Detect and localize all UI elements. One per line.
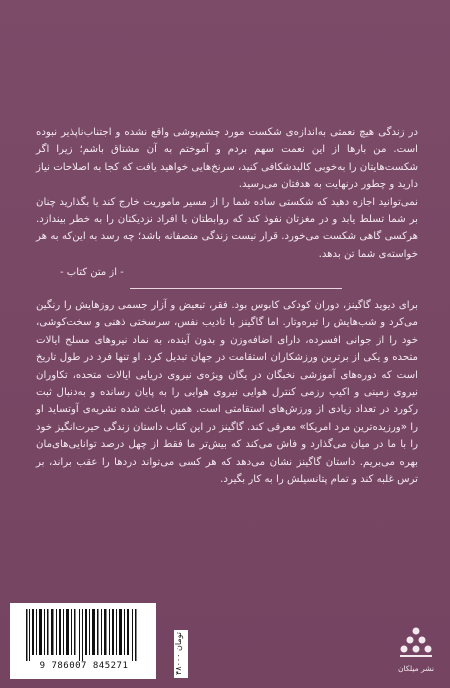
barcode-bars (26, 609, 138, 661)
publisher-name: نشر میلکان (398, 664, 434, 673)
price-label: ۴۸۰۰۰ تومان (174, 630, 188, 678)
quote-paragraph-1: در زندگی هیچ نعمتی به‌اندازه‌ی شکست مورد چشم‌پوشی واقع نشده و اجتناب‌ناپذیر نبوده است. من بارها از این نعمت سهم بردم و آموختم به آن مشتاق باشم؛ زیرا اگر شکست‌هایتان را به‌خوبی کالبدشکافی کنید، سرنخ‌هایی خواهید یافت که کجا به اصلاحات نیاز دارید و چطور درنهایت به هدفتان می‌رسید. (36, 127, 418, 191)
barcode-digits: 9 786007 845271 (39, 661, 129, 671)
divider (130, 288, 342, 289)
quote-attribution: - از متن کتاب - (60, 267, 124, 278)
barcode (10, 603, 156, 679)
bio-paragraph: برای دیوید گاگینز، دوران کودکی کابوس بود. فقر، تبعیض و آزار جسمی روزهایش را رنگین می‌کرد و شب‌هایش را تیره‌وتار. اما گاگینز با تادیب نفس، سرسختی ذهنی و سخت‌کوشی، خود را از جوانی افسرده، دارای اضافه‌وزن و بدون آینده، به نماد نیروهای مسلح ایالات متحده و یکی از برترین ورزشکاران استقامت در جهان تبدیل کرد. او تنها فرد در طول تاریخ است که دوره‌های آموزشی نخبگان در یگان ویژه‌ی نیروی دریایی ایالات متحده، تکاوران نیروی زمینی و اکیپ رزمی کنترل هوایی نیروی هوایی را به پایان رسانده و به‌دنبال ثبت رکورد در تعداد زیادی از ورزش‌های استقامتی است. همین باعث شده نشریه‌ی آوتساید او را «ورزیده‌ترین مرد امریکا» معرفی کند. گاگینز در این کتاب داستان زندگی حیرت‌انگیز خود را با ما در میان می‌گذارد و فاش می‌کند که بیش‌تر ما فقط از چهل درصد توانایی‌های‌مان بهره می‌بریم. داستان گاگینز نشان می‌دهد که هر کسی می‌تواند دردها را عقب براند، بر ترس غلبه کند و تمام پتانسیلش را به کار بگیرد. (36, 300, 418, 486)
mountain-dots-icon (399, 626, 433, 662)
author-bio (36, 297, 418, 488)
quote-block (36, 124, 418, 263)
quote-paragraph-2: نمی‌توانید اجازه دهید که شکستی ساده شما را از مسیر ماموریت خارج کند یا بگذارید چنان بر شما تسلط یابد و در مغزتان نفوذ کند که روابطتان با افراد نزدیکتان را به خطر بیندازد. هرکسی گاهی شکست می‌خورد. قرار نیست زندگی منصفانه باشد؛ چه رسد به این‌که به هر خواسته‌ی شما تن بدهد. (36, 196, 418, 260)
publisher-logo (396, 626, 436, 682)
